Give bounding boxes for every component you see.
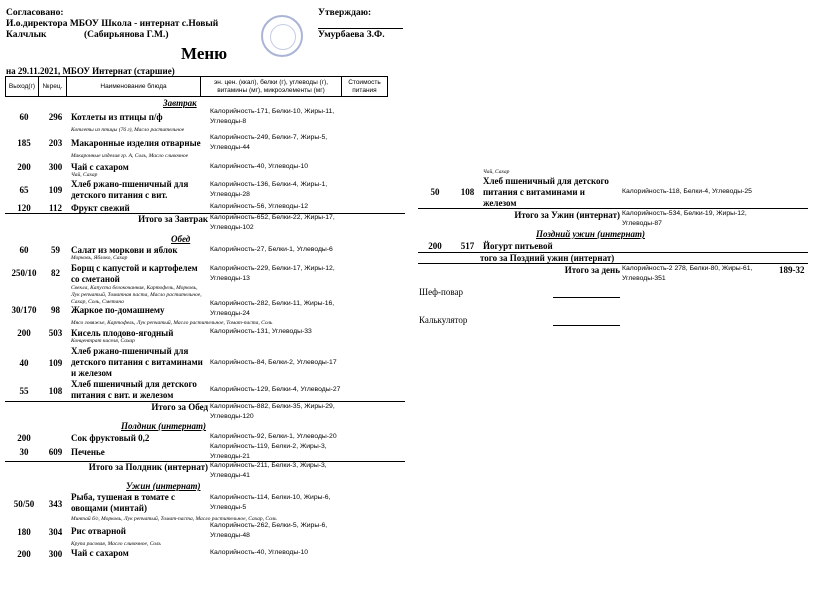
dish-name: Кисель плодово-ягодный: [71, 328, 174, 338]
dish-ingredients: Свекла, Капуста белокочанная, Картофель, Морковь, Лук репчатый, Томатная паста, Масло растительное, Сахар, Соль, Сметана: [71, 285, 202, 305]
total-dinner-label: Итого за Ужин (интернат): [514, 210, 620, 220]
dish-nutrition: Калорийность-136, Белки-4, Жиры-1, Углеводы-28: [210, 181, 328, 198]
dish-name: Хлеб пшеничный для детского питания с витаминами и железом: [483, 176, 609, 208]
row-output: 200: [17, 549, 31, 559]
row-recipe: 203: [48, 138, 63, 148]
total-dinner-value: Калорийность-534, Белки-19, Жиры-12, Углеводы-87: [622, 210, 747, 227]
dish-ingredients: Минтай б/г, Морковь, Лук репчатый, Томат-паста, Масло растительное, Сахар, Соль: [71, 516, 277, 522]
dish-nutrition: Калорийность-229, Белки-17, Жиры-12, Углеводы-13: [210, 265, 335, 282]
dish-ingredients: Крупа рисовая, Масло сливочное, Соль: [71, 541, 161, 547]
approved-signature-line: [318, 28, 403, 29]
calc-label: Калькулятор: [419, 315, 468, 325]
dish-nutrition: Калорийность-118, Белки-4, Углеводы-25: [622, 188, 752, 195]
total-day-label: Итого за день: [564, 265, 620, 275]
row-output: 185: [17, 138, 31, 148]
dish-name: Салат из моркови и яблок: [71, 245, 178, 255]
dish-name: Жаркое по-домашнему: [71, 305, 165, 315]
dish-nutrition: Калорийность-171, Белки-10, Жиры-11, Углеводы-8: [210, 108, 335, 125]
section-snack: Полдник (интернат): [121, 421, 207, 431]
row-recipe: 82: [51, 268, 60, 278]
row-output: 60: [19, 112, 29, 122]
dish-name: Печенье: [71, 447, 105, 457]
dish-name: Хлеб ржано-пшеничный для детского питания с витаминами и железом: [71, 346, 203, 378]
row-output: 120: [17, 203, 31, 213]
row-output: 200: [428, 241, 442, 251]
page-title: Меню: [181, 44, 228, 63]
dish-nutrition: Калорийность-40, Углеводы-10: [210, 163, 309, 170]
dish-nutrition: Калорийность-84, Белки-2, Углеводы-17: [210, 359, 337, 366]
dish-name: Котлеты из птицы п/ф: [71, 112, 163, 122]
dish-nutrition: Калорийность-114, Белки-10, Жиры-6, Углеводы-5: [210, 494, 331, 511]
row-output: 60: [19, 245, 29, 255]
dish-ingredients: Мясо говяжье, Картофель, Лук репчатый, Масло растительное, Томат-паста, Соль: [71, 320, 273, 326]
total-snack-label: Итого за Полдник (интернат): [88, 462, 208, 472]
dish-ingredients: Чай, Сахар: [483, 169, 510, 175]
dish-ingredients: Концентрат киселя, Сахар: [71, 338, 135, 344]
dish-name: Рыба, тушеная в томате с овощами (минтай): [71, 492, 175, 513]
dish-name: Чай с сахаром: [71, 162, 129, 172]
section-lunch: Обед: [171, 234, 191, 244]
dish-name: Макаронные изделия отварные: [71, 138, 201, 148]
dish-name: Йогурт питьевой: [483, 241, 553, 251]
column-header-table: [5, 76, 388, 97]
dish-ingredients: Морковь, Яблоко, Сахар: [71, 255, 128, 261]
approved-name: Умурбаева З.Ф.: [318, 30, 385, 40]
agreed-label: Согласовано:: [6, 8, 64, 18]
row-output: 30/170: [11, 305, 37, 315]
chef-signature-line: [553, 297, 620, 298]
total-breakfast-label: Итого за Завтрак: [138, 214, 208, 224]
total-snack-value: Калорийность-211, Белки-3, Жиры-3, Углеводы-41: [210, 462, 327, 479]
row-recipe: 98: [51, 305, 60, 315]
row-recipe: 59: [51, 245, 60, 255]
row-recipe: 108: [48, 386, 63, 396]
dish-name: Борщ с капустой и картофелем со сметаной: [71, 263, 198, 284]
row-output: 65: [19, 185, 29, 195]
row-output: 55: [19, 386, 29, 396]
dish-nutrition: Калорийность-262, Белки-5, Жиры-6, Углеводы-48: [210, 522, 328, 539]
col-nutrition: эн. цен. (ккал), белки (г), углеводы (г), витамины (мг), микроэлементы (мг): [201, 77, 342, 97]
row-recipe: 300: [48, 549, 63, 559]
total-day-cost: 189-32: [779, 265, 805, 275]
dish-name: Хлеб пшеничный для детского питания с вит. и железом: [71, 379, 197, 400]
row-recipe: 300: [48, 162, 63, 172]
col-recipe: №рец.: [39, 77, 67, 97]
row-recipe: 609: [48, 447, 63, 457]
row-output: 200: [17, 433, 31, 443]
dish-nutrition: Калорийность-27, Белки-1, Углеводы-6: [210, 246, 333, 253]
section-breakfast: Завтрак: [163, 98, 197, 108]
dish-name: Рис отварной: [71, 526, 126, 536]
col-cost: Стоимость питания: [342, 77, 388, 97]
total-late-label: того за Поздний ужин (интернат): [480, 253, 615, 263]
total-day-value: Калорийность-2 278, Белки-80, Жиры-61, Углеводы-351: [622, 265, 753, 282]
row-output: 40: [19, 358, 29, 368]
row-output: 250/10: [11, 268, 37, 278]
dish-nutrition: Калорийность-129, Белки-4, Углеводы-27: [210, 386, 341, 393]
total-lunch-label: Итого за Обед: [151, 402, 208, 412]
row-recipe: 304: [48, 527, 63, 537]
dish-nutrition: Калорийность-40, Углеводы-10: [210, 549, 309, 556]
row-recipe: 503: [48, 328, 63, 338]
approved-label: Утверждаю:: [318, 8, 372, 18]
total-breakfast-value: Калорийность-652, Белки-22, Жиры-17, Углеводы-102: [210, 214, 335, 231]
total-lunch-value: Калорийность-882, Белки-35, Жиры-29, Углеводы-120: [210, 403, 335, 420]
dish-name: Хлеб ржано-пшеничный для детского питания с вит.: [71, 179, 189, 200]
row-recipe: 109: [48, 358, 63, 368]
row-recipe: 517: [460, 241, 475, 251]
dish-nutrition: Калорийность-249, Белки-7, Жиры-5, Углеводы-44: [210, 134, 328, 151]
agreed-line-2b: (Сабирьянова Г.М.): [84, 30, 169, 40]
dish-ingredients: Котлеты из птицы (76 г), Масло растительное: [71, 127, 185, 133]
row-recipe: 112: [48, 203, 62, 213]
chef-label: Шеф-повар: [419, 287, 463, 297]
dish-nutrition: Калорийность-92, Белки-1, Углеводы-20: [210, 433, 337, 440]
stamp-seal: [261, 15, 303, 57]
page-subtitle: на 29.11.2021, МБОУ Интернат (старшие): [6, 66, 175, 76]
row-recipe: 343: [48, 499, 63, 509]
row-recipe: 109: [48, 185, 63, 195]
agreed-line-2a: Калчлык: [6, 30, 47, 40]
row-output: 30: [19, 447, 29, 457]
row-recipe: 108: [460, 187, 475, 197]
dish-ingredients: Чай, Сахар: [71, 172, 98, 178]
row-recipe: 296: [48, 112, 63, 122]
dish-name: Фрукт свежий: [71, 203, 130, 213]
dish-name: Сок фруктовый 0,2: [71, 433, 150, 443]
row-output: 50: [430, 187, 440, 197]
dish-nutrition: Калорийность-282, Белки-11, Жиры-16, Углеводы-24: [210, 300, 335, 317]
dish-nutrition: Калорийность-119, Белки-2, Жиры-3, Углеводы-21: [210, 443, 327, 460]
section-dinner: Ужин (интернат): [126, 481, 201, 491]
row-output: 50/50: [13, 499, 35, 509]
col-output: Выход(г): [6, 77, 39, 97]
row-output: 200: [17, 328, 31, 338]
col-name: Наименование блюда: [67, 77, 201, 97]
dish-name: Чай с сахаром: [71, 548, 129, 558]
row-output: 200: [17, 162, 31, 172]
calc-signature-line: [553, 325, 620, 326]
row-output: 180: [17, 527, 31, 537]
section-late-dinner: Поздний ужин (интернат): [536, 229, 645, 239]
dish-nutrition: Калорийность-56, Углеводы-12: [210, 203, 309, 210]
dish-nutrition: Калорийность-131, Углеводы-33: [210, 328, 312, 335]
agreed-line-1: И.о.директора МБОУ Школа - интернат с.Новый: [6, 19, 219, 29]
dish-ingredients: Макаронные изделия гр. А, Соль, Масло сливочное: [71, 153, 189, 159]
